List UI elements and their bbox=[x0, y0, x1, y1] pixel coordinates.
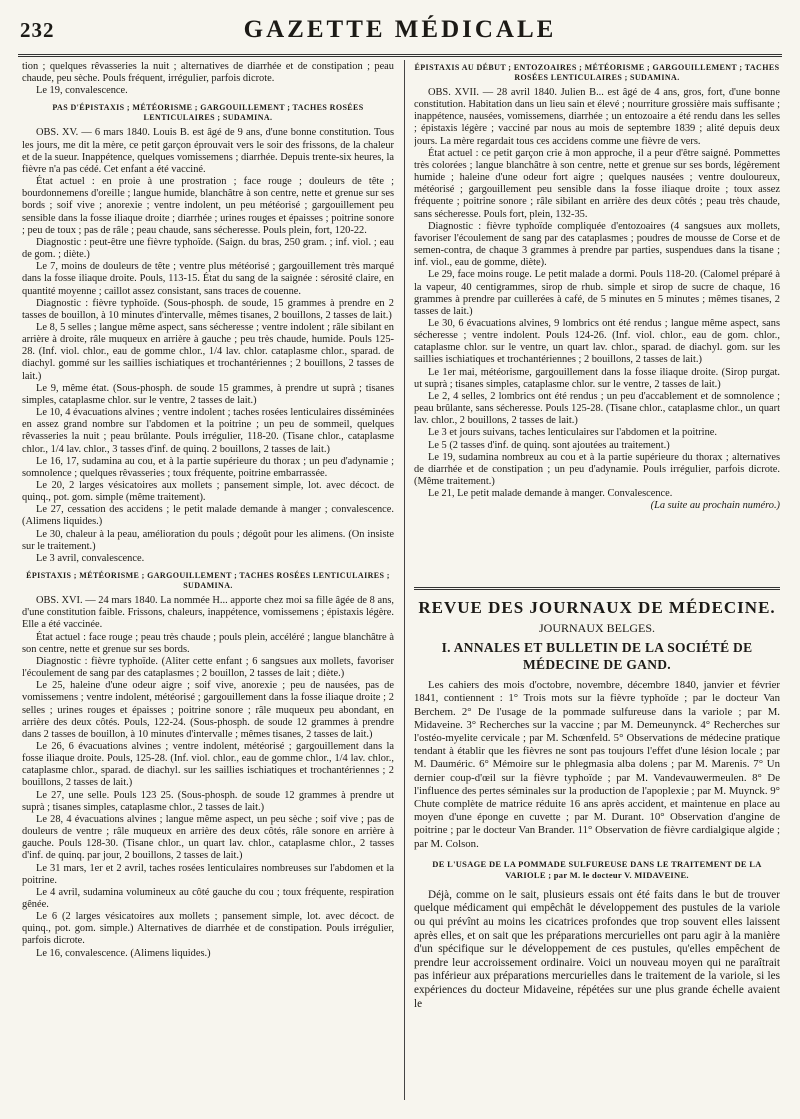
paragraph: Le 4 avril, sudamina volumineux au côté gauche du cou ; toux fréquente, respiration gênée. bbox=[22, 886, 394, 910]
paragraph: Le 7, moins de douleurs de tête ; ventre plus météorisé ; gargouillement très marqué dans la fosse iliaque droite. Pouls, 113-15. État du sang de la saignée : sérosité claire, en quantité moyenne ; caillot assez consistant, sans traces de couenne. bbox=[22, 261, 394, 297]
paragraph: État actuel : face rouge ; peau très chaude ; pouls plein, accéléré ; langue blanchâtre à son centre, nette et grenue sur ses bords. bbox=[22, 631, 394, 655]
paragraph: Le 27, cessation des accidens ; le petit malade demande à manger ; convalescence. (Alimens liquides.) bbox=[22, 504, 394, 528]
article-heading: DE L'USAGE DE LA POMMADE SULFUREUSE DANS LE TRAITEMENT DE LA VARIOLE ; par M. le docteur V. MIDAVEINE. bbox=[432, 858, 762, 880]
paragraph: Le 19, sudamina nombreux au cou et à la partie supérieure du thorax ; alternatives de diarrhée et de constipation ; un peu d'adynamie. Pouls irrégulier, parfois dicrote. (Même traitement.) bbox=[414, 451, 780, 487]
cahiers-paragraph: Les cahiers des mois d'octobre, novembre, décembre 1840, janvier et février 1841, contiennent : 1° Trois mots sur la fièvre typhoïde ; par le docteur Van Berchem. 2° De l'usage de la pommade sulfureuse dans la variole ; par M. Midaveine. 3° Recherches sur la vaccine ; par M. Demeunynck. 4° Recherches sur l'ostéo-myelite cervicale ; par M. Schœnfeld. 5° Observations de médecine pratique tendant à établir que les fièvres ne sont pas toujours l'effet d'une lésion locale ; par M. Dauméric. 6° Mémoire sur le phlegmasia alba dolens ; par M. Marenis. 7° Un dernier coup-d'œil sur la fièvre typhoïde ; par M. Vandevauwermeulen. 8° De l'influence des pertes séminales sur la production de l'apoplexie ; par M. Muynck. 9° Chute complète de matrice réduite 16 ans après accident, et maintenue en place au moyen d'une éponge en cuvette ; par M. Durant. 10° Observation d'angine de poitrine ; par le docteur Van Brander. 11° Observation de fièvre cardialgique algide ; par M. Colson. bbox=[414, 679, 780, 850]
paragraph: Le 26, 6 évacuations alvines ; ventre indolent, météorisé ; gargouillement dans la fosse iliaque droite. Pouls, 125-28. (Inf. viol. chlor., eau de gomme chlor., 1/4 lav. chlor., cataplasme chlor., sparad. de diachyl. sur les saillies ischiatiques et trochantériennes ; 2 bouillons, 2 tasses de lait.) bbox=[22, 740, 394, 789]
continuation-note: (La suite au prochain numéro.) bbox=[650, 500, 780, 512]
paragraph: Le 29, face moins rouge. Le petit malade a dormi. Pouls 118-20. (Calomel préparé à la vapeur, 40 centigrammes, sirop de rhub. simple et sirop de sucre de chaque, 16 grammes à prendre par cuillerées à café, de 5 minutes en 5 minutes ; mêmes tisanes, 2 tasses de lait.) bbox=[414, 269, 780, 317]
paragraph: Le 2, 4 selles, 2 lombrics ont été rendus ; un peu d'accablement et de somnolence ; peau brûlante, sans sécheresse. Pouls 125-28. (Tisane chlor., cataplasme chlor., un quart lav. chlor., 2 bouillons, 2 tasses de lait.) bbox=[414, 390, 780, 427]
section-heading: PAS D'ÉPISTAXIS ; MÉTÉORISME ; GARGOUILLEMENT ; TACHES ROSÉES LENTICULAIRES ; SUDAMINA. bbox=[52, 103, 364, 123]
page-header bbox=[0, 0, 800, 60]
journaux-heading: JOURNAUX BELGES. bbox=[538, 621, 655, 635]
paragraph: OBS. XVII. — 28 avril 1840. Julien B... est âgé de 4 ans, gros, fort, d'une bonne constitution. Habitation dans un lieu sain et élevé ; nourriture grossière mais suffisante ; inappétence, nausées, vomissemens, diarrhée ; un entozoaire a été rendu dans les selles ; épistaxis légère ; vacciné par nous au mois de septembre 1839 ; alité depuis deux jours. La mère regardait tous ces accidens comme une fièvre de vers. bbox=[414, 87, 780, 147]
article-paragraph: Déjà, comme on le sait, plusieurs essais ont été faits dans le but de trouver quelque médicament qui empêchât le développement des pustules de la variole ou qui prévînt au moins les cicatrices profondes que trop souvent elles laissent après elles, et on sait que les préparations mercurielles ont paru agir à la manière d'un spécifique sur le développement de ces pustules, qu'elles empêchent de prendre leur accroissement ordinaire. Voici un nouveau moyen qui ne paraîtrait pas inférieur aux préparations mercurielles dans le traitement de la variole, si les expériences du docteur Midaveine, répétées sur une plus grande échelle avaient le bbox=[414, 888, 780, 1010]
revue-title: REVUE DES JOURNAUX DE MÉDECINE. bbox=[418, 598, 776, 617]
paragraph: État actuel : ce petit garçon crie à mon approche, il a peur d'être saigné. Pommettes très colorées ; langue blanchâtre à son centre, nette et grenue sur ses bords, légèrement humide ; haleine d'une odeur fort aigre ; quelques nausées ; ventre douloureux, météorisé ; gargouillement peu sensible dans la fosse iliaque droite ; toux assez fréquente ; poitrine sonore ; râle sibilant en arrière des deux côtés ; peau très chaude, sans sécheresse. Pouls fort, plein, 132-35. bbox=[414, 147, 780, 220]
paragraph: Diagnostic : peut-être une fièvre typhoïde. (Saign. du bras, 250 gram. ; inf. viol. ; eau de gom. ; diète.) bbox=[22, 236, 394, 261]
right-column bbox=[414, 61, 780, 1101]
header-rule bbox=[18, 54, 782, 57]
paragraph: Le 30, 6 évacuations alvines, 9 lombrics ont été rendus ; langue même aspect, sans sécheresse ; ventre indolent. Pouls 124-26. (Inf. viol. chlor., eau de gom. chlor., cataplasme chlor. sur le ventre, un quart lav. chlor., sparad. de diachyl. gom. sur les saillies ischiatiques et trochantériennes ; 2 bouillons, 2 tasses de lait.) bbox=[414, 317, 780, 366]
observation-17-block bbox=[414, 61, 780, 577]
paragraph: Le 20, 2 larges vésicatoires aux mollets ; pansement simple, lot. avec décoct. de quinq., pot. gom. simple (même traitement). bbox=[22, 480, 394, 504]
paragraph: Le 8, 5 selles ; langue même aspect, sans sécheresse ; ventre indolent ; râle sibilant en arrière à droite, râle muqueux en arrière à gauche ; peu très chaude, humide. Pouls 125-28. (Inf. viol. chlor., eau de gomme chlor., 1/4 lav. chlor. cataplasme chlor., sparad. de diachyl. gommé sur les saillies ischiatiques et trochantériennes ; 2 bouillons, 2 tasses de lait.) bbox=[22, 321, 394, 382]
observation-16 bbox=[22, 595, 394, 960]
paragraph: Le 25, haleine d'une odeur aigre ; soif vive, anorexie ; peu de nausées, pas de vomissemens ; ventre indolent, météorisé ; gargouillement dans la fosse iliaque droite ; 2 selles ; urines rouges et épaisses ; poitrine sonore ; râle muqueux peu abondant, en arrière des deux côtés. Pouls, 122-24. (Sous-phosph. de soude 12 grammes à prendre dans 2 tasses de bouillon, à 10 minutes d'intervalle ; mêmes tisanes, 2 tasses de lait.) bbox=[22, 680, 394, 740]
page-number: 232 bbox=[20, 18, 55, 42]
paragraph: Le 27, une selle. Pouls 123 25. (Sous-phosph. de soude 12 grammes à prendre ut suprà ; tisanes simples, cataplasme chlor., 2 tasses de lait.) bbox=[22, 789, 394, 813]
paragraph: OBS. XVI. — 24 mars 1840. La nommée H... apporte chez moi sa fille âgée de 8 ans, d'une constitution faible. Frissons, chaleurs, inappétence, vomissemens ; épistaxis légère. Elle a été vaccinée. bbox=[22, 595, 394, 631]
paragraph: OBS. XV. — 6 mars 1840. Louis B. est âgé de 9 ans, d'une bonne constitution. Tous les jours, me dit la mère, ce petit garçon éprouvait vers le soir des frissons, de la chaleur et de la sueur. Inappétence, quelques vomissemens ; diarrhée. Depuis trente-six heures, la fièvre n'a pas cédé. Cet enfant a été vacciné. bbox=[22, 127, 394, 175]
paragraph: Le 9, même état. (Sous-phosph. de soude 15 grammes, à prendre ut suprà ; tisanes simples, cataplasme chlor. sur le ventre, 2 tasses de lait.) bbox=[22, 382, 394, 406]
section-heading: ÉPISTAXIS ; MÉTÉORISME ; GARGOUILLEMENT ; TACHES ROSÉES LENTICULAIRES ; SUDAMINA. bbox=[26, 571, 390, 591]
paragraph: Le 21, Le petit malade demande à manger. Convalescence. bbox=[428, 488, 673, 500]
paragraph: Diagnostic : fièvre typhoïde compliquée d'entozoaires (4 sangsues aux mollets, favoriser l'écoulement de sang par des cataplasmes ; poudres de mousse de Corse et de semen-contra, de chaque 3 grammes à prendre par parties, suspendues dans la tisane ; inf. viol., eau de gomme, diète). bbox=[414, 220, 780, 269]
left-column bbox=[22, 61, 394, 1101]
paragraph: Le 28, 4 évacuations alvines ; langue même aspect, un peu sèche ; soif vive ; pas de douleurs de ventre ; râle muqueux en arrière des deux côtés, râle sonore en arrière à gauche. Pouls 128-30. (Tisane chlor., un quart lav. chlor., cataplasme chlor., 2 tasses d'inf. de quinq. par jour, 2 bouillons, 2 tasses de lait.) bbox=[22, 813, 394, 862]
column-divider bbox=[404, 60, 405, 1100]
paragraph: Le 30, chaleur à la peau, amélioration du pouls ; dégoût pour les alimens. (On insiste sur le traitement.) bbox=[22, 528, 394, 552]
paragraph: Le 16, convalescence. (Alimens liquides.) bbox=[36, 947, 211, 959]
observation-15 bbox=[22, 127, 394, 565]
paragraph: Diagnostic : fièvre typhoïde. (Sous-phosph. de soude, 15 grammes à prendre en 2 tasses de bouillon, à 10 minutes d'intervalle, mêmes tisanes, 2 bouillons, 2 tasses de lait.) bbox=[22, 297, 394, 321]
annales-heading: I. ANNALES ET BULLETIN DE LA SOCIÉTÉ DE MÉDECINE DE GAND. bbox=[441, 640, 753, 673]
paragraph: Le 31 mars, 1er et 2 avril, taches rosées lenticulaires nombreuses sur l'abdomen et la poitrine. bbox=[22, 862, 394, 886]
continued-text: tion ; quelques rêvasseries la nuit ; alternatives de diarrhée et de constipation ; peau chaude, peu sèche. Pouls fréquent, irrégulier, parfois dicrote. bbox=[22, 61, 394, 85]
paragraph: Le 5 (2 tasses d'inf. de quinq. sont ajoutées au traitement.) bbox=[428, 439, 670, 451]
paragraph: Le 3 et jours suivans, taches lenticulaires sur l'abdomen et la poitrine. bbox=[428, 427, 717, 439]
section-rule bbox=[414, 587, 780, 590]
paragraph: Le 6 (2 larges vésicatoires aux mollets ; pansement simple, lot. avec décoct. de quinq., pot. gom. simple.) Alternatives de diarrhée et de constipation. Pouls irrégulier, parfois dicrote. bbox=[22, 911, 394, 947]
paragraph: Le 19, convalescence. bbox=[36, 85, 128, 97]
paragraph: Le 16, 17, sudamina au cou, et à la partie supérieure du thorax ; un peu d'adynamie ; somnolence ; quelques rêvasseries ; toux fréquente, poitrine embarrassée. bbox=[22, 455, 394, 479]
paragraph: Diagnostic : fièvre typhoïde. (Aliter cette enfant ; 6 sangsues aux mollets, favoriser l'écoulement de sang par des cataplasmes ; 2 bouillon, 2 tasses de lait ; diète.) bbox=[22, 655, 394, 680]
paragraph: Le 10, 4 évacuations alvines ; ventre indolent ; taches rosées lenticulaires disséminées en assez grand nombre sur l'abdomen et la poitrine ; un peu de sommeil, quelques rêvasseries la nuit ; peau brûlante. Pouls irrégulier, 118-20. (Tisane chlor., cataplasme chlor., 1/4 lav. chlor., 3 tasses d'inf. de quinq. 2 bouillons, 2 tasses de lait.) bbox=[22, 407, 394, 455]
paragraph: Le 1er mai, météorisme, gargouillement dans la fosse iliaque droite. (Sirop purgat. ut suprà ; tisanes simples, cataplasme chlor. sur le ventre, 2 tasses de lait.) bbox=[414, 366, 780, 390]
paragraph: Le 3 avril, convalescence. bbox=[36, 552, 145, 564]
paragraph: État actuel : en proie à une prostration ; face rouge ; douleurs de tête ; bourdonnemens d'oreille ; langue humide, blanchâtre à son centre, nette et grenue sur ses bords ; soif vive ; anorexie ; ventre indolent, un peu météorisé ; gargouillement peu sensible dans la fosse iliaque droite ; diarrhée ; urines rouges et épaisses ; poitrine sonore ; peu de toux ; pas de râle ; peau chaude, sans sécheresse. Pouls plein, fort, 120-22. bbox=[22, 176, 394, 236]
section-heading: ÉPISTAXIS AU DÉBUT ; ENTOZOAIRES ; MÉTÉORISME ; GARGOUILLEMENT ; TACHES ROSÉES LENTICULAIRES ; SUDAMINA. bbox=[414, 63, 780, 82]
journal-title: GAZETTE MÉDICALE bbox=[243, 16, 557, 43]
